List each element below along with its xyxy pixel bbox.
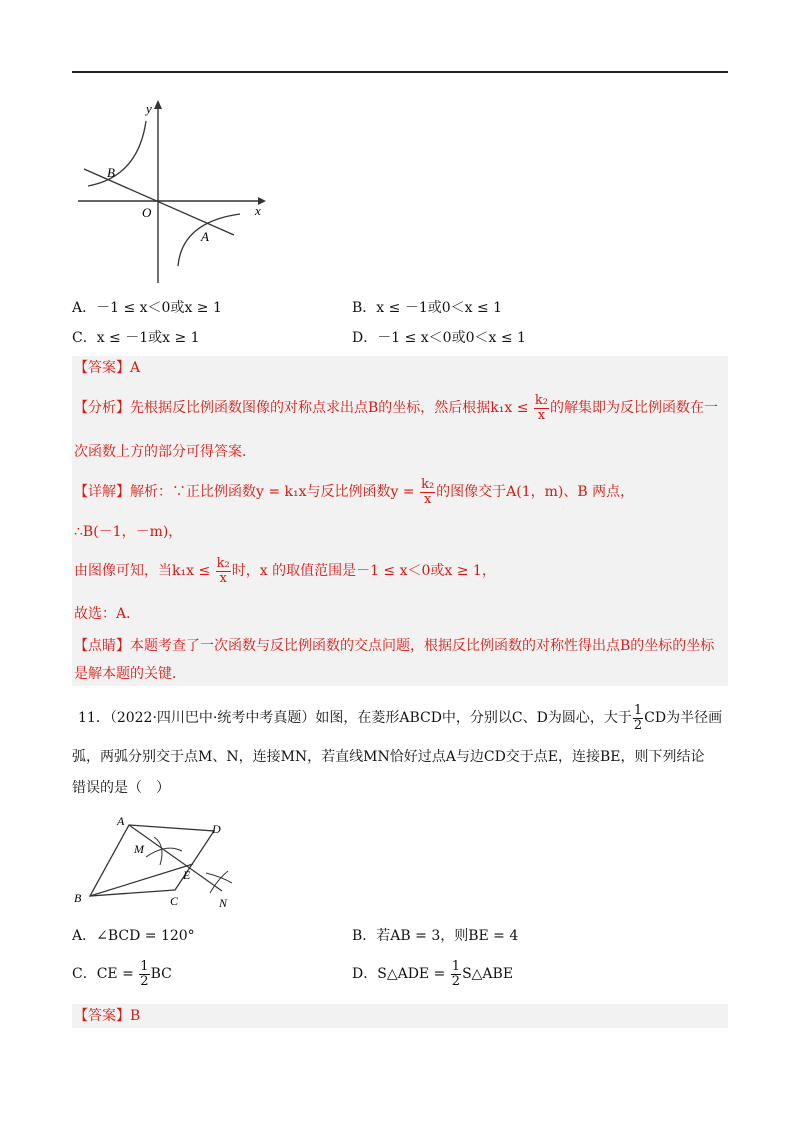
analysis-line-2: 次函数上方的部分可得答案． [74, 444, 256, 460]
header-rule [72, 71, 728, 73]
q11-answer-box [72, 1004, 728, 1028]
analysis-line-1 [74, 390, 718, 426]
detail-tag: 【详解】 [74, 484, 130, 500]
q11-text-2: CD为半径画 [644, 710, 723, 726]
option-d: D．－1 ≤ x＜0或0＜x ≤ 1 [352, 330, 526, 346]
q11-option-c [72, 956, 172, 992]
q11-option-d-fraction [451, 960, 461, 989]
label-b: B [74, 891, 82, 905]
detail-line3-frac-numerator: k₂ [216, 555, 230, 571]
rhombus-figure [70, 813, 240, 913]
q11-option-d [352, 956, 513, 992]
detail-line3-fraction [216, 557, 231, 586]
question-11-line-1 [78, 700, 722, 736]
q11-option-c-fraction [139, 960, 149, 989]
point-a-label: A [201, 229, 209, 244]
detail-frac-denominator: x [423, 491, 432, 507]
answer-label: 【答案】A [74, 360, 141, 376]
label-d: D [212, 822, 221, 836]
detail-line-1 [74, 474, 634, 510]
comment-text-1: 本题考查了一次函数与反比例函数的交点问题，根据反比例函数的对称性得出点B的坐标的坐标 [130, 638, 715, 654]
detail-frac-numerator: k₂ [421, 476, 435, 492]
label-a: A [117, 814, 125, 828]
option-b: B．x ≤ －1或0＜x ≤ 1 [352, 300, 503, 316]
q11-answer-label: 【答案】B [74, 1008, 141, 1024]
label-c: C [170, 894, 179, 908]
rhombus-abcd [90, 825, 214, 896]
line-mn [129, 825, 222, 891]
q11-option-d-frac-denominator: 2 [451, 973, 461, 989]
arc-m-1 [154, 837, 162, 865]
q11-fraction [633, 704, 643, 733]
comment-line-2: 是解本题的关键． [74, 666, 186, 682]
label-e: E [183, 868, 191, 882]
q11-option-d-text-2: S△ABE [462, 966, 514, 982]
analysis-tag: 【分析】 [74, 400, 130, 416]
x-label: x [255, 203, 261, 218]
question-11-line-3: 错误的是（ ） [72, 780, 170, 796]
q11-option-d-frac-numerator: 1 [451, 958, 461, 974]
choose-line: 故选：A． [74, 606, 141, 622]
q11-text-1: 11．（2022·四川巴中·统考中考真题）如图，在菱形ABCD中，分别以C、D为圆心，大于 [78, 710, 632, 726]
detail-line3-text-2: 时，x 的取值范围是－1 ≤ x＜0或x ≥ 1， [231, 563, 496, 579]
detail-line-3 [74, 553, 496, 589]
hyperbola-branch-right [178, 214, 240, 266]
q11-frac-denominator: 2 [633, 717, 643, 733]
option-a: A．－1 ≤ x＜0或x ≥ 1 [72, 300, 222, 316]
analysis-fraction [534, 394, 549, 423]
arc-n-2 [210, 871, 228, 893]
detail-line-2: ∴B(－1，－m)， [74, 524, 183, 540]
label-n: N [219, 896, 228, 910]
detail-fraction [420, 478, 435, 507]
point-b-label: B [107, 165, 115, 180]
q11-option-c-frac-denominator: 2 [140, 973, 149, 989]
arc-n-1 [206, 873, 232, 883]
label-m: M [134, 842, 144, 856]
y-label: y [146, 101, 152, 116]
detail-line3-text-1: 由图像可知，当k₁x ≤ [74, 563, 215, 579]
q11-option-d-text-1: D．S△ADE = [352, 966, 450, 982]
analysis-frac-numerator: k₂ [534, 392, 549, 408]
analysis-frac-denominator: x [537, 407, 546, 423]
comment-tag: 【点睛】 [74, 638, 130, 654]
q11-option-a: A．∠BCD = 120° [72, 928, 195, 944]
question-11-line-2: 弧，两弧分别交于点M、N，连接MN，若直线MN恰好过点A与边CD交于点E，连接BE，则下列结论 [72, 749, 705, 765]
q11-option-c-text-1: C．CE = [72, 966, 139, 982]
detail-text-1: 解析：∵正比例函数y = k₁x与反比例函数y = [130, 484, 420, 500]
function-graph-figure [78, 97, 268, 287]
q11-option-b: B．若AB = 3，则BE = 4 [352, 928, 519, 944]
q11-frac-numerator: 1 [633, 702, 643, 718]
q11-option-c-text-2: BC [150, 966, 172, 982]
hyperbola-branch-left [88, 121, 146, 186]
analysis-text-2: 的解集即为反比例函数在一 [550, 400, 719, 416]
origin-label: O [142, 205, 152, 220]
y-axis-arrow-icon [154, 100, 162, 109]
option-c: C．x ≤ －1或x ≥ 1 [72, 330, 200, 346]
comment-line-1 [74, 636, 714, 656]
analysis-text-1: 先根据反比例函数图像的对称点求出点B的坐标，然后根据k₁x ≤ [130, 400, 533, 416]
detail-text-2: 的图像交于A(1，m)、B 两点， [436, 484, 635, 500]
detail-line3-frac-denominator: x [219, 570, 227, 586]
q11-option-c-frac-numerator: 1 [140, 958, 149, 974]
